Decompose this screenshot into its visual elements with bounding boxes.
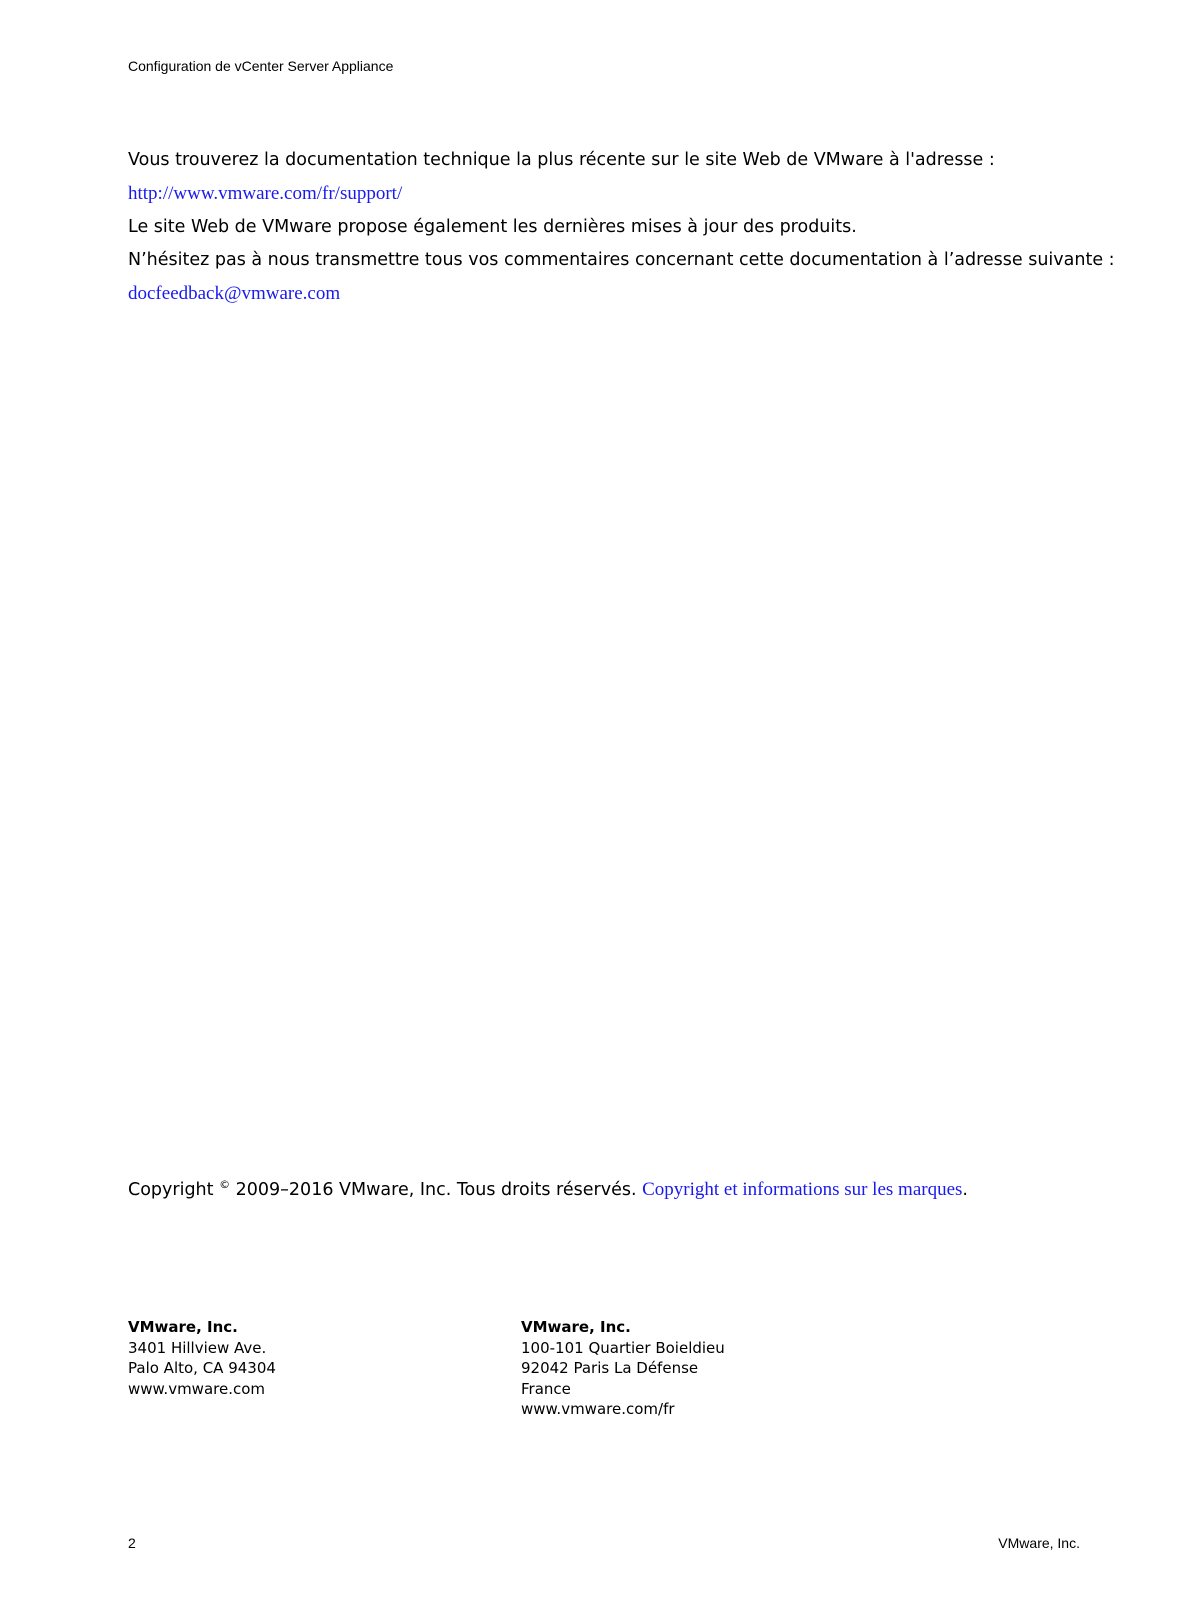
address-fr-web: www.vmware.com/fr [521, 1400, 675, 1418]
address-us-street: 3401 Hillview Ave. [128, 1338, 267, 1357]
page-number: 2 [128, 1535, 136, 1551]
intro-section [128, 144, 1128, 311]
address-us-web: www.vmware.com [128, 1379, 266, 1398]
address-fr-country: France [521, 1379, 571, 1398]
trademark-link[interactable]: Copyright et informations sur les marques [642, 1179, 963, 1200]
address-us-city: Palo Alto, CA 94304 [128, 1359, 276, 1377]
running-header: Configuration de vCenter Server Appliance [128, 58, 394, 74]
address-us-name: VMware, Inc. [128, 1318, 238, 1336]
intro-line-updates: Le site Web de VMware propose également les dernières mises à jour des produits. [128, 217, 857, 237]
support-link[interactable]: http://www.vmware.com/fr/support/ [128, 183, 403, 204]
intro-line-documentation: Vous trouverez la documentation technique la plus récente sur le site Web de VMware à l'adresse : [128, 150, 995, 170]
feedback-email-link[interactable]: docfeedback@vmware.com [128, 283, 341, 304]
footer-company: VMware, Inc. [998, 1535, 1080, 1551]
copyright-prefix: Copyright [128, 1180, 220, 1200]
copyright-suffix: . [962, 1180, 968, 1200]
copyright-text: 2009–2016 VMware, Inc. Tous droits réservés. [230, 1180, 643, 1200]
copyright-symbol: © [219, 1178, 231, 1191]
address-us [128, 1317, 276, 1399]
intro-line-feedback: N’hésitez pas à nous transmettre tous vos commentaires concernant cette documentation à l’adresse suivante : [128, 250, 1115, 270]
address-fr-city: 92042 Paris La Défense [521, 1359, 699, 1377]
copyright-notice [128, 1178, 968, 1201]
address-fr [521, 1317, 725, 1420]
address-fr-street: 100-101 Quartier Boieldieu [521, 1338, 725, 1357]
address-fr-name: VMware, Inc. [521, 1318, 631, 1336]
